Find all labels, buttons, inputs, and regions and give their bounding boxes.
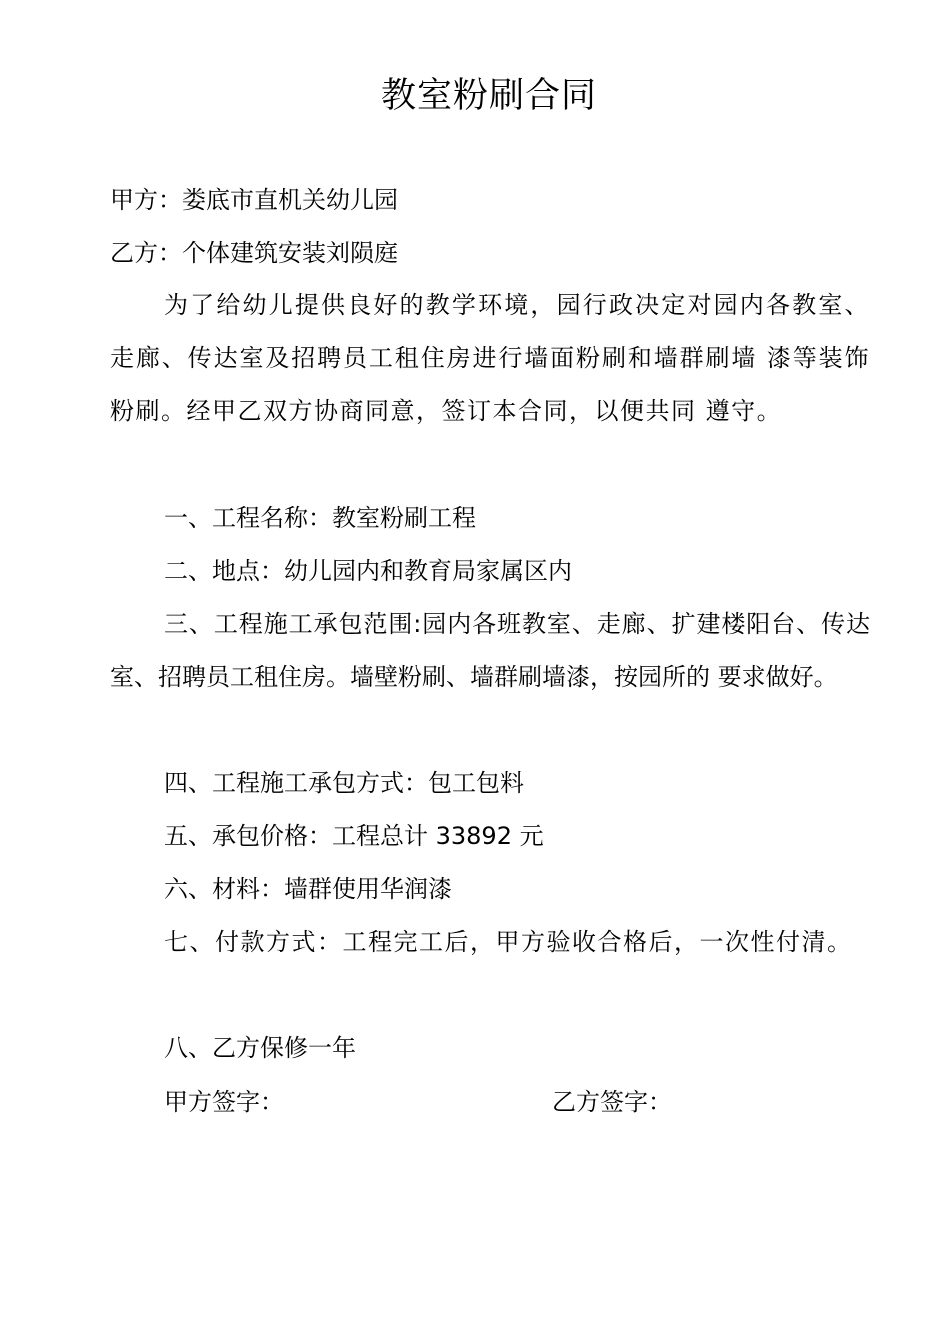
clause-7: 七、付款方式：工程完工后，甲方验收合格后，一次性付清。 [164,928,853,956]
page-title: 教室粉刷合同 [380,76,597,116]
party-b: 乙方：个体建筑安装刘陨庭 [110,239,398,267]
intro-paragraph: 为了给幼儿提供良好的教学环境，园行政决定对园内各教室、走廊、传达室及招聘员工租住房进行墙面粉刷和墙群刷墙 漆等装饰粉刷。经甲乙双方协商同意，签订本合同，以便共同 遵守。 [110,291,870,425]
clause-3: 三、工程施工承包范围:园内各班教室、走廊、扩建楼阳台、传达室、招聘员工租住房。墙壁粉刷、墙群刷墙漆，按园所的 要求做好。 [110,610,870,691]
clause-5: 五、承包价格：工程总计 33892 元 [164,822,544,850]
signature-party-b: 乙方签字： [552,1088,672,1116]
clause-6: 六、材料：墙群使用华润漆 [164,875,452,903]
clause-2: 二、地点：幼儿园内和教育局家属区内 [164,557,572,585]
signature-party-a: 甲方签字： [164,1088,284,1116]
clause-8: 八、乙方保修一年 [164,1034,356,1062]
clause-4: 四、工程施工承包方式：包工包料 [164,769,524,797]
clause-1: 一、工程名称：教室粉刷工程 [164,504,476,532]
party-a: 甲方：娄底市直机关幼儿园 [110,186,398,214]
